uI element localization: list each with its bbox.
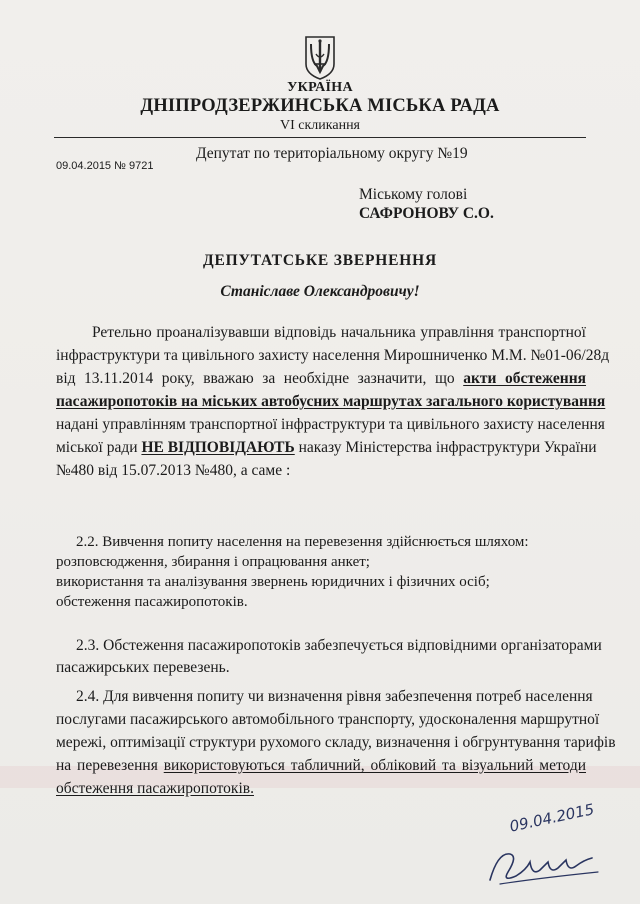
signature-icon xyxy=(480,832,610,892)
council-name: ДНІПРОДЗЕРЖИНСЬКА МІСЬКА РАДА xyxy=(140,96,500,116)
section-line: мережі, оптимізації структури рухомого складу, визначення і обгрунтування тарифів xyxy=(56,734,616,751)
section-line: 2.4. Для вивчення попиту чи визначення рівня забезпечення потреб населення xyxy=(76,688,593,705)
not-compliant-phrase: НЕ ВІДПОВІДАЮТЬ xyxy=(141,439,295,456)
section-2-2 xyxy=(56,532,586,612)
body-line: надані управлінням транспортної інфраструктури та цивільного захисту населення xyxy=(56,416,605,433)
underlined-line: обстеження пасажиропотоків. xyxy=(56,780,254,797)
trident-coat-of-arms-icon xyxy=(303,34,337,80)
deputy-line: Депутат по територіальному округу №19 xyxy=(196,145,468,162)
country-name: УКРАЇНА xyxy=(287,80,353,95)
body-line xyxy=(56,436,597,459)
section-line: 2.2. Вивчення попиту населення на перевезення здійснюється шляхом: xyxy=(76,534,529,550)
section-line: обстеження пасажиропотоків. xyxy=(56,594,248,610)
body-paragraph xyxy=(56,321,610,482)
underlined-phrase: використовуються табличний, обліковий та візуальний методи xyxy=(163,757,586,774)
section-line: пасажирських перевезень. xyxy=(56,659,230,676)
section-text: на перевезення xyxy=(56,757,158,774)
body-line xyxy=(56,367,586,390)
body-line: інфраструктури та цивільного захисту населення Мирошниченко М.М. №01-06/28д xyxy=(56,347,610,364)
addressee-name: САФРОНОВУ С.О. xyxy=(359,205,494,222)
handwritten-date: 09.04.2015 xyxy=(508,800,596,836)
section-line xyxy=(56,754,586,777)
section-line: розповсюдження, збирання і опрацювання анкет; xyxy=(56,554,370,570)
section-2-3 xyxy=(56,635,602,679)
section-line: послугами пасажирського автомобільного транспорту, удосконалення маршрутної xyxy=(56,711,600,728)
section-text: 2.3. Обстеження пасажиропотоків забезпечується відповідними організаторами xyxy=(76,637,602,654)
addressee-title: Міському голові xyxy=(359,186,468,203)
section-line: використання та аналізування звернень юридичних і фізичних осіб; xyxy=(56,574,490,590)
body-text: наказу Міністерства інфраструктури України xyxy=(298,439,597,456)
body-line: Ретельно проаналізувавши відповідь начальника управління транспортної xyxy=(92,324,586,341)
highlighted-line: пасажиропотоків на міських автобусних маршрутах загального користування xyxy=(56,393,606,410)
section-2-4 xyxy=(56,685,616,800)
body-line: №480 від 15.07.2013 №480, а саме : xyxy=(56,462,291,479)
convocation: VI скликання xyxy=(280,118,360,133)
highlighted-phrase: акти обстеження xyxy=(463,370,587,387)
body-text: від 13.11.2014 року, вважаю за необхідне зазначити, що xyxy=(56,370,455,387)
document-title: ДЕПУТАТСЬКЕ ЗВЕРНЕННЯ xyxy=(203,252,437,269)
salutation: Станіславе Олександровичу! xyxy=(220,283,420,300)
document-reference: 09.04.2015 № 9721 xyxy=(56,160,154,172)
section-line xyxy=(56,635,602,657)
header-divider xyxy=(54,137,586,138)
body-text: міської ради xyxy=(56,439,138,456)
